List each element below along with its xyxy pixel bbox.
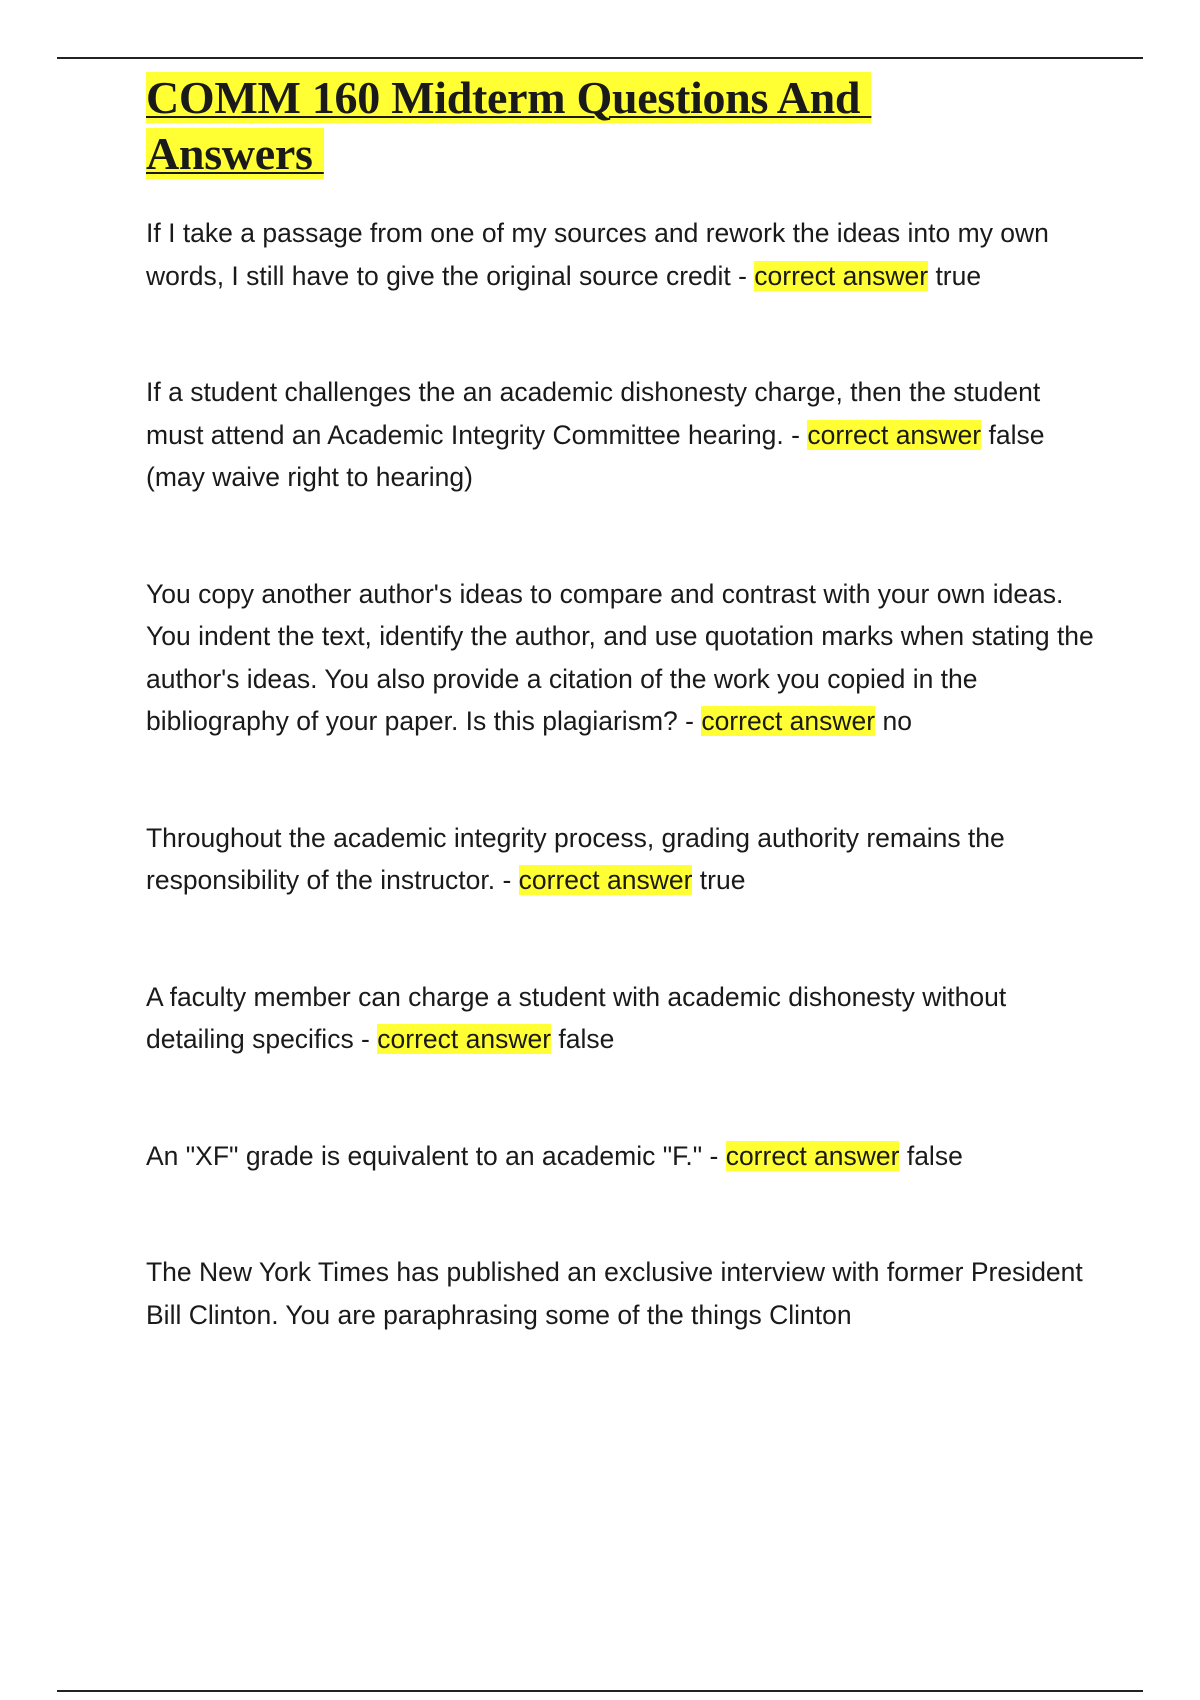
answer-label-highlight: correct answer bbox=[518, 865, 693, 895]
answer-text: false bbox=[551, 1024, 615, 1054]
answer-text: false (may waive right to hearing) bbox=[146, 419, 1045, 492]
answer-text: no bbox=[875, 706, 912, 736]
qa-item-partial bbox=[146, 1251, 1096, 1336]
title-line-2: Answers bbox=[146, 128, 324, 179]
answer-label-highlight: correct answer bbox=[701, 706, 876, 736]
answer-label-highlight: correct answer bbox=[807, 419, 982, 450]
answer-label-highlight: correct answer bbox=[725, 1140, 900, 1171]
question-text: The New York Times has published an exclusive interview with former President Bill Clinton. You are paraphrasing some of the things Clinton bbox=[146, 1257, 1083, 1330]
qa-item bbox=[146, 976, 1096, 1061]
title-line-1: COMM 160 Midterm Questions And bbox=[146, 72, 872, 123]
question-text: A faculty member can charge a student with academic dishonesty without detailing specifics - bbox=[146, 981, 1007, 1054]
top-rule bbox=[57, 57, 1143, 59]
qa-item bbox=[146, 1135, 1096, 1178]
question-text: Throughout the academic integrity process, grading authority remains the responsibility of the instructor. - bbox=[146, 822, 1005, 895]
answer-text: false bbox=[899, 1140, 963, 1171]
question-text: If a student challenges the an academic dishonesty charge, then the student must attend an Academic Integrity Committee hearing. - bbox=[146, 377, 1041, 450]
question-text: An "XF" grade is equivalent to an academic "F." - bbox=[146, 1140, 726, 1171]
qa-item bbox=[146, 573, 1096, 743]
question-text: You copy another author's ideas to compare and contrast with your own ideas. You indent the text, identify the author, and use quotation marks when stating the author's ideas. You also provide a citation of the work you copied in the bibliography of your paper. Is this plagiarism? - bbox=[146, 578, 1094, 736]
question-text: If I take a passage from one of my sources and rework the ideas into my own words, I still have to give the original source credit - bbox=[146, 218, 1049, 291]
qa-item bbox=[146, 817, 1096, 902]
answer-label-highlight: correct answer bbox=[377, 1024, 552, 1054]
document-title bbox=[146, 70, 1096, 182]
qa-item bbox=[146, 212, 1096, 297]
document-body bbox=[146, 70, 1096, 1410]
qa-item bbox=[146, 371, 1096, 499]
answer-label-highlight: correct answer bbox=[754, 260, 929, 291]
answer-text: true bbox=[692, 865, 746, 895]
answer-text: true bbox=[928, 260, 982, 291]
bottom-rule bbox=[57, 1690, 1143, 1692]
